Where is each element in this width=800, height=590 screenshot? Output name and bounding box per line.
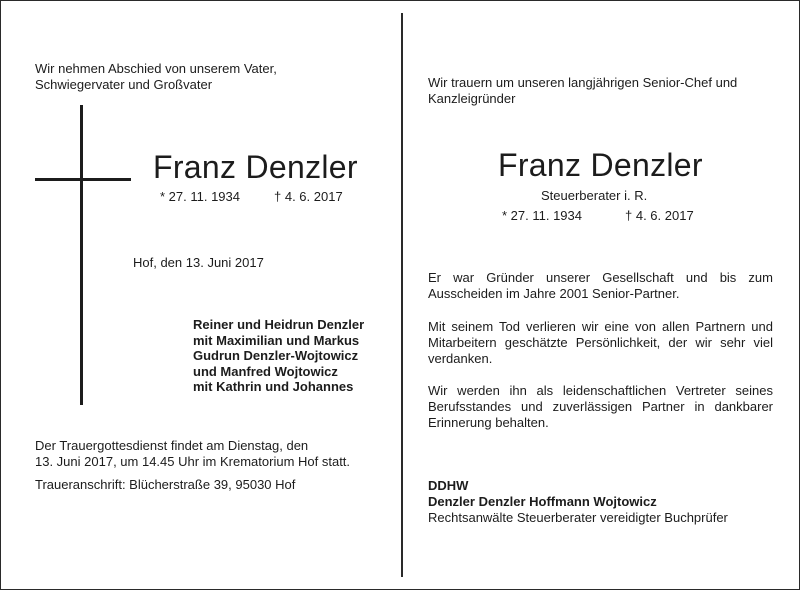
deceased-name-left: Franz Denzler (153, 149, 358, 185)
company-intro-line-1: Wir trauern um unseren langjährigen Senior-Chef und (428, 75, 738, 90)
signature-org: DDHW (428, 478, 469, 493)
tribute-paragraph-1: Er war Gründer unserer Gesellschaft und bis zum Ausscheiden im Jahre 2001 Senior-Partner. (428, 270, 773, 301)
signature-block (428, 478, 728, 526)
family-member-line: Gudrun Denzler-Wojtowicz (193, 348, 359, 363)
signature-firm: Denzler Denzler Hoffmann Wojtowicz (428, 494, 657, 509)
column-divider (401, 13, 403, 577)
funeral-service-line-2: 13. Juni 2017, um 14.45 Uhr im Krematorium Hof statt. (35, 454, 351, 469)
family-member-line: mit Maximilian und Markus (193, 332, 360, 348)
death-date-right: † 4. 6. 2017 (625, 208, 694, 223)
tribute-paragraph-3: Wir werden ihn als leidenschaftlichen Vertreter seines Berufsstandes und zuverlässigen Partner in dankbarer Erinnerung behalten. (428, 383, 773, 430)
family-member-line: Reiner und Heidrun Denzler (193, 317, 365, 332)
company-intro-line-2: Kanzleigründer (428, 91, 516, 106)
family-member-line: und Manfred Wojtowicz (193, 363, 338, 379)
tribute-paragraph-2: Mit seinem Tod verlieren wir eine von allen Partnern und Mitarbeitern geschätzte Persönlichkeit, der wir sehr viel verdanken. (428, 319, 773, 366)
deceased-name-right: Franz Denzler (498, 147, 703, 183)
cross-symbol-horizontal (35, 178, 131, 181)
family-intro-line-1: Wir nehmen Abschied von unserem Vater, (35, 61, 277, 76)
signature-roles: Rechtsanwälte Steuerberater vereidigter Buchprüfer (428, 510, 728, 525)
funeral-service-line-1: Der Trauergottesdienst findet am Dienstag, den (35, 438, 309, 453)
death-date-left: † 4. 6. 2017 (274, 189, 343, 204)
birth-date-left: * 27. 11. 1934 (160, 189, 240, 204)
family-intro-line-2: Schwiegervater und Großvater (35, 77, 213, 92)
family-member-line: mit Kathrin und Johannes (193, 379, 354, 394)
cross-symbol-vertical (80, 105, 83, 405)
family-members (193, 317, 364, 395)
mourning-address: Traueranschrift: Blücherstraße 39, 95030 Hof (35, 477, 296, 492)
place-and-date: Hof, den 13. Juni 2017 (133, 255, 264, 270)
birth-date-right: * 27. 11. 1934 (502, 208, 582, 223)
professional-title: Steuerberater i. R. (541, 188, 648, 203)
